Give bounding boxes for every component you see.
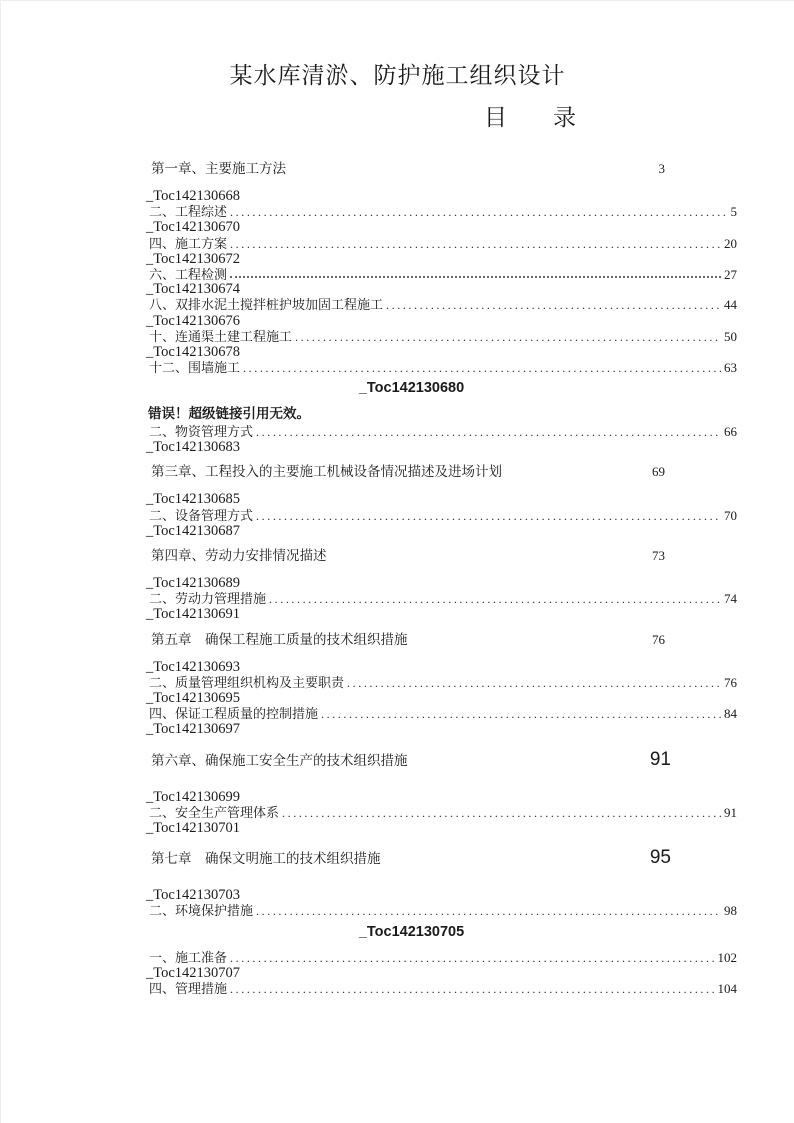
toc-bookmark-ref: _Toc142130693	[146, 658, 241, 675]
toc-bookmark-ref: _Toc142130699	[146, 788, 241, 805]
toc-bookmark-ref: _Toc142130672	[146, 250, 241, 267]
toc-chapter-title: 第一章、主要施工方法	[151, 161, 286, 176]
toc-bookmark-ref: _Toc142130674	[146, 281, 241, 298]
dot-leader	[321, 706, 721, 722]
dot-leader	[230, 204, 727, 220]
toc-entry-title: 六、工程检测	[149, 267, 228, 283]
dot-leader	[230, 276, 721, 278]
toc-entry-title: 二、工程综述	[149, 204, 228, 220]
toc-entry-page: 70	[724, 507, 737, 523]
toc-chapter-page: 76	[652, 631, 665, 647]
toc-bookmark-ref: _Toc142130695	[146, 689, 241, 706]
toc-entry-title: 二、劳动力管理措施	[149, 591, 267, 607]
toc-chapter-page: 3	[658, 161, 665, 176]
dot-leader	[230, 950, 714, 966]
toc-chapter[interactable]	[146, 632, 737, 647]
toc-bookmark-ref: _Toc142130705	[358, 923, 465, 940]
toc-entry-title: 四、保证工程质量的控制措施	[149, 706, 319, 722]
dot-leader	[230, 981, 714, 997]
toc-entry-title: 二、物资管理方式	[149, 423, 254, 439]
toc-bookmark-ref: _Toc142130691	[146, 606, 241, 623]
toc-entry[interactable]	[146, 675, 737, 691]
toc-bookmark-ref: _Toc142130685	[146, 491, 241, 508]
toc-chapter-title: 第七章 确保文明施工的技术组织措施	[151, 851, 381, 867]
table-of-contents	[146, 161, 737, 997]
toc-entry[interactable]	[146, 236, 737, 252]
document-title: 某水库清淤、防护施工组织设计	[229, 63, 566, 88]
toc-chapter-page: 91	[649, 748, 671, 770]
toc-entry-title: 四、管理措施	[149, 981, 228, 996]
toc-heading: 目 录	[484, 105, 576, 130]
toc-entry-title: 二、安全生产管理体系	[149, 804, 280, 820]
toc-entry-page: 44	[724, 297, 737, 313]
toc-entry-page: 63	[724, 360, 737, 376]
toc-bookmark-ref: _Toc142130687	[146, 522, 241, 539]
toc-entry-title: 二、环境保护措施	[149, 903, 254, 919]
toc-entry[interactable]	[146, 508, 737, 524]
toc-entry[interactable]	[146, 204, 737, 220]
toc-chapter-title: 第六章、确保施工安全生产的技术组织措施	[151, 752, 408, 768]
toc-entry[interactable]	[146, 706, 737, 722]
toc-chapter-title: 第五章 确保工程施工质量的技术组织措施	[151, 631, 408, 647]
toc-entry[interactable]	[146, 424, 737, 440]
dot-leader	[230, 236, 721, 252]
toc-entry-title: 一、施工准备	[149, 949, 228, 965]
toc-chapter-title: 第四章、劳动力安排情况描述	[151, 547, 327, 563]
toc-entry-page: 102	[717, 949, 737, 965]
dot-leader	[256, 508, 721, 524]
toc-bookmark-ref: _Toc142130689	[146, 574, 241, 591]
dot-leader	[282, 805, 721, 821]
toc-entry-page: 98	[724, 903, 737, 919]
toc-entry[interactable]	[146, 805, 737, 821]
toc-bookmark-ref: _Toc142130701	[146, 819, 241, 836]
toc-entry-page: 91	[724, 804, 737, 820]
toc-entry-page: 27	[724, 267, 737, 283]
toc-entry-page: 5	[730, 204, 737, 220]
toc-bookmark-ref: _Toc142130678	[146, 344, 241, 361]
dot-leader	[256, 424, 721, 440]
toc-bookmark-ref: _Toc142130683	[146, 439, 241, 456]
toc-entry[interactable]	[146, 267, 737, 282]
toc-chapter[interactable]	[146, 748, 737, 772]
dot-leader	[269, 591, 721, 607]
toc-entry[interactable]	[146, 950, 737, 966]
dot-leader	[243, 360, 721, 376]
toc-entry-page: 104	[717, 981, 737, 996]
toc-entry-title: 八、双排水泥土搅拌桩护坡加固工程施工	[149, 297, 384, 313]
toc-entry-title: 十二、围墙施工	[149, 360, 241, 376]
toc-entry-title: 四、施工方案	[149, 235, 228, 251]
toc-entry-page: 20	[724, 235, 737, 251]
toc-bookmark-ref: _Toc142130697	[146, 721, 241, 738]
toc-chapter-page: 95	[649, 847, 671, 869]
toc-chapter[interactable]	[146, 464, 737, 479]
toc-entry[interactable]	[146, 591, 737, 607]
toc-entry-title: 二、质量管理组织机构及主要职责	[149, 674, 345, 690]
dot-leader	[256, 903, 721, 919]
toc-chapter[interactable]	[146, 161, 737, 176]
toc-bookmark-ref: _Toc142130703	[146, 887, 241, 904]
toc-entry-page: 66	[724, 423, 737, 439]
toc-entry-page: 76	[724, 674, 737, 690]
toc-entry-page: 74	[724, 591, 737, 607]
toc-entry[interactable]	[146, 903, 737, 919]
toc-entry[interactable]	[146, 297, 737, 313]
toc-chapter-page: 69	[652, 464, 665, 480]
toc-entry-page: 84	[724, 706, 737, 722]
toc-entry-title: 十、连通渠土建工程施工	[149, 328, 293, 344]
toc-bookmark-ref: _Toc142130676	[146, 312, 241, 329]
dot-leader	[386, 297, 721, 313]
toc-chapter[interactable]	[146, 548, 737, 563]
toc-bookmark-ref: _Toc142130668	[146, 188, 241, 204]
toc-bookmark-ref: _Toc142130707	[146, 964, 241, 981]
toc-entry[interactable]	[146, 981, 737, 997]
hyperlink-error-text: 错误！超级链接引用无效。	[148, 406, 310, 422]
toc-entry-page: 50	[724, 328, 737, 344]
dot-leader	[347, 675, 721, 691]
toc-bookmark-ref: _Toc142130680	[358, 380, 465, 397]
toc-chapter-title: 第三章、工程投入的主要施工机械设备情况描述及进场计划	[151, 464, 502, 480]
toc-entry[interactable]	[146, 360, 737, 376]
toc-entry-title: 二、设备管理方式	[149, 507, 254, 523]
toc-chapter[interactable]	[146, 846, 737, 870]
toc-chapter-page: 73	[652, 547, 665, 563]
dot-leader	[295, 329, 721, 345]
toc-bookmark-ref: _Toc142130670	[146, 219, 241, 236]
toc-entry[interactable]	[146, 329, 737, 345]
